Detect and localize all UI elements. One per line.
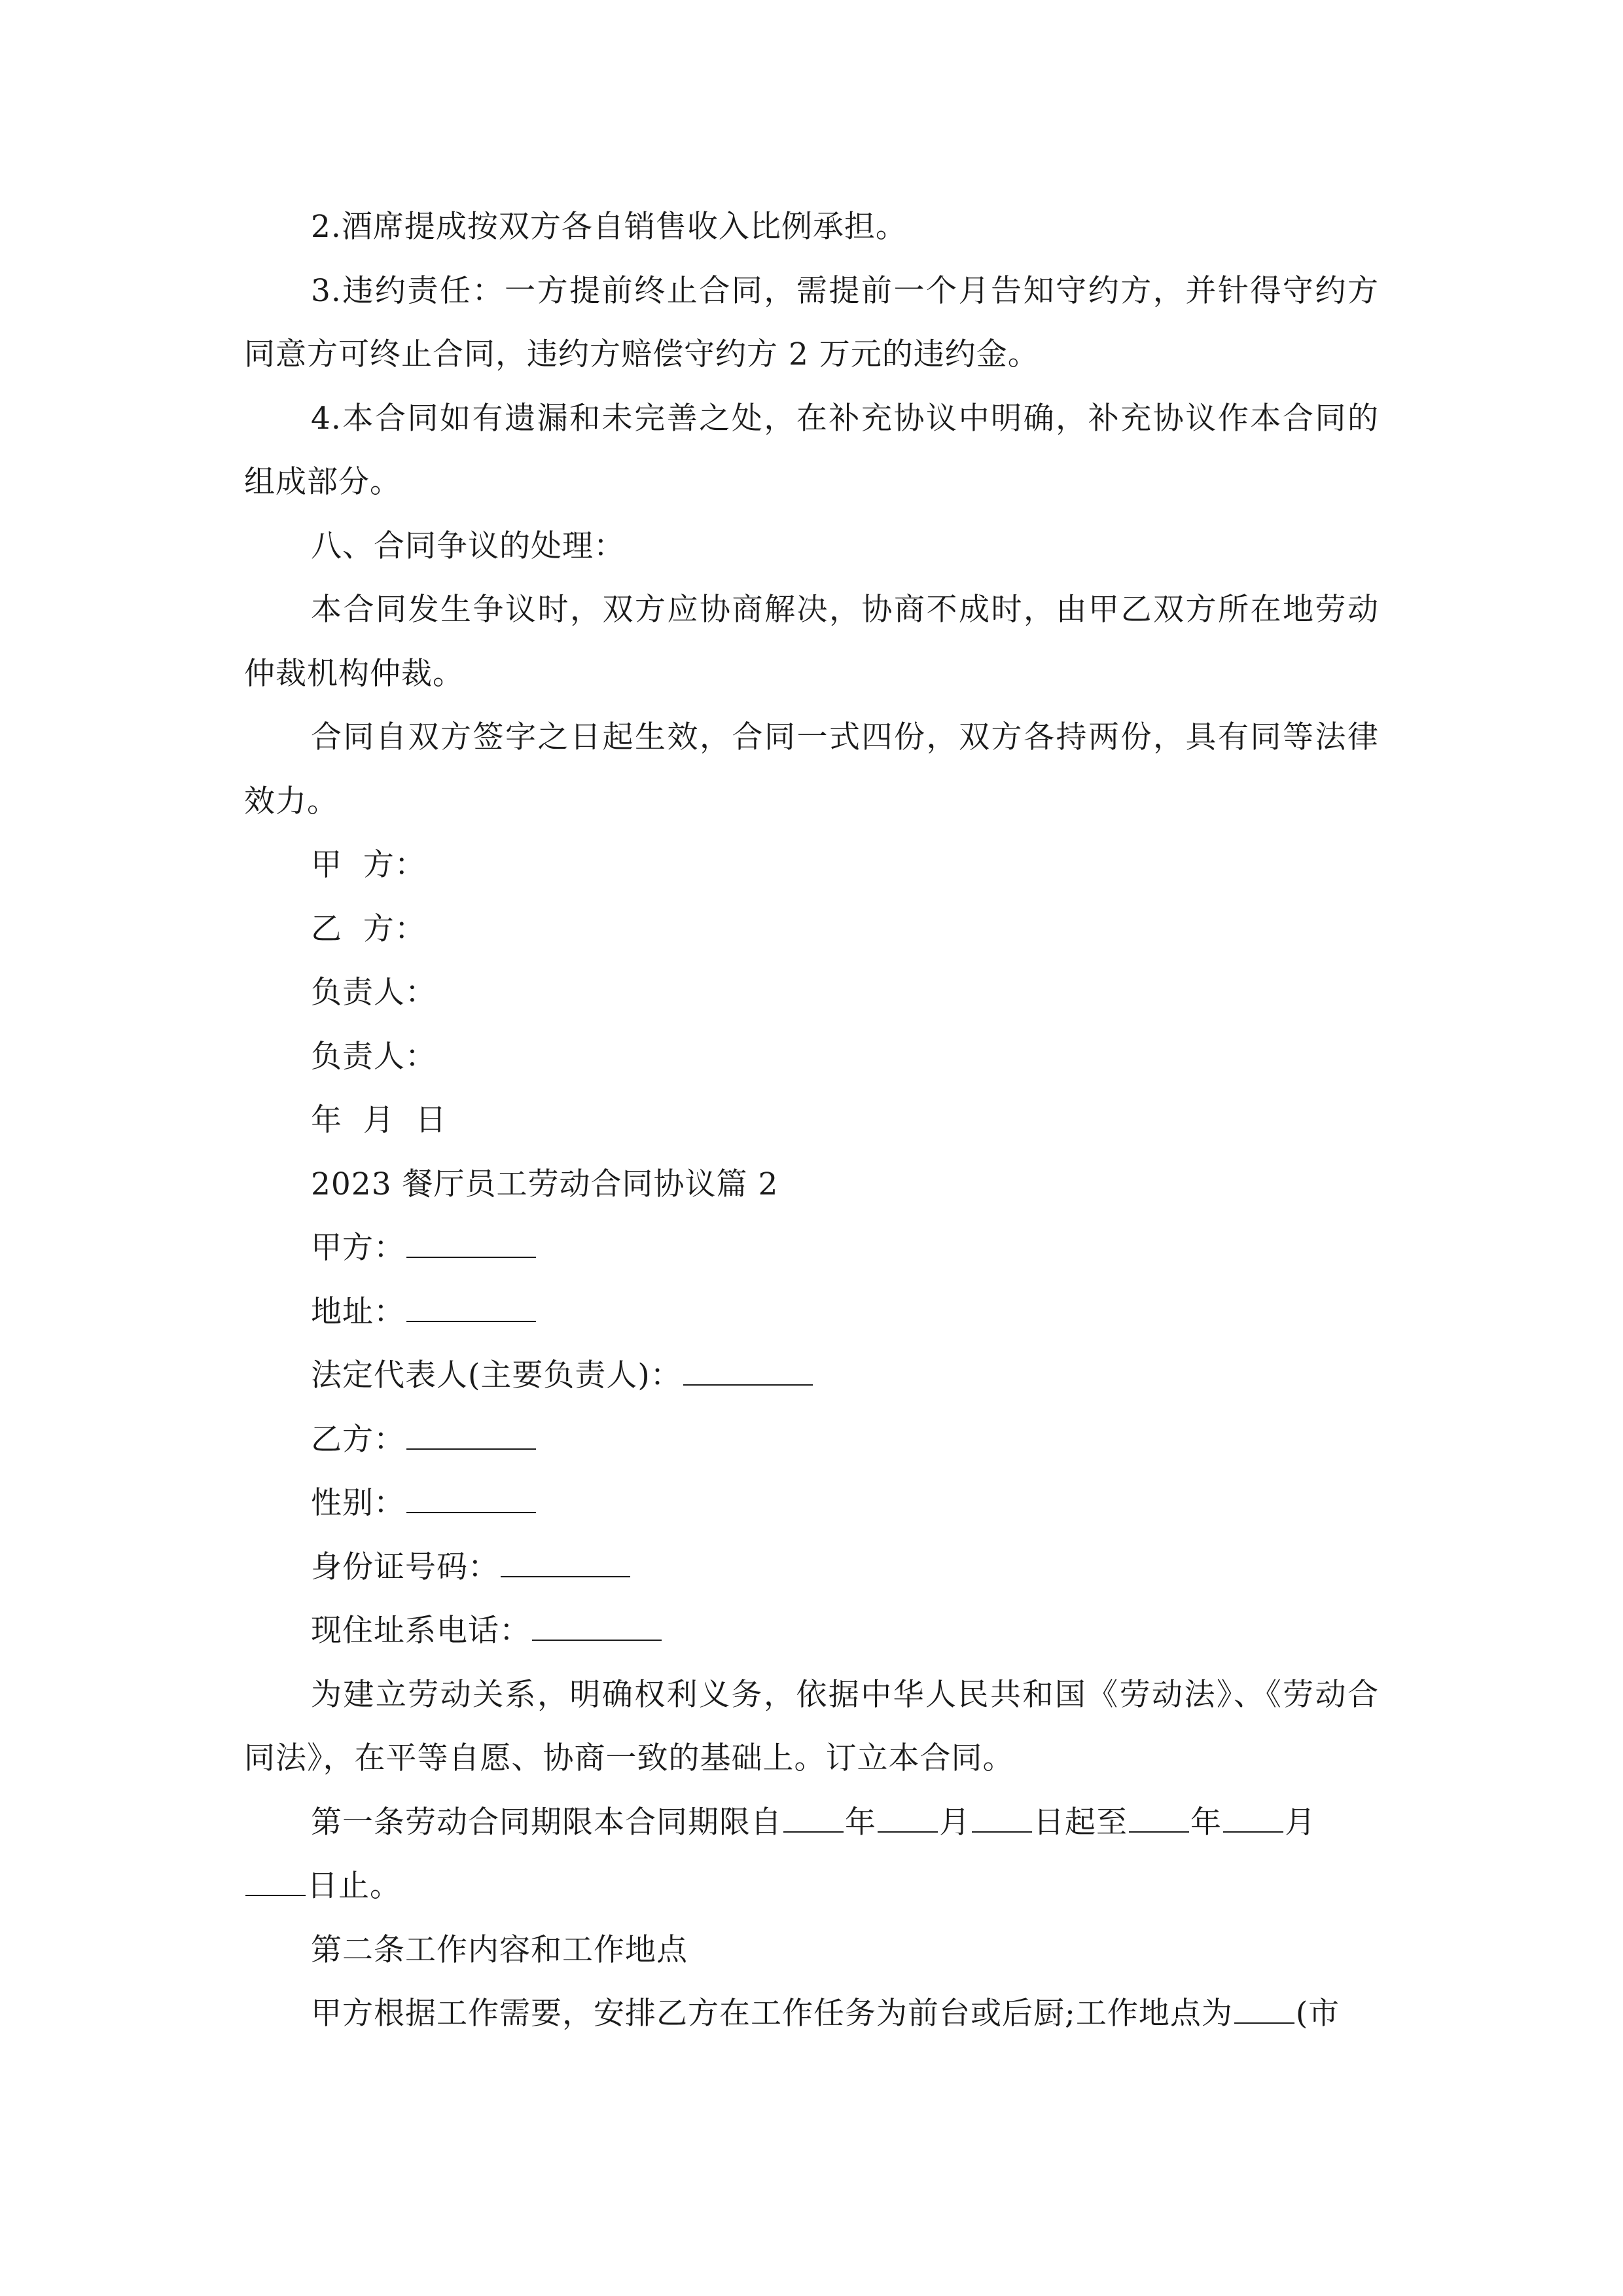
field-party-a <box>311 1229 537 1268</box>
clause-7-3-line-2: 同意方可终止合同，违约方赔偿守约方 2 万元的违约金。 <box>244 336 1039 372</box>
article-1-text: 第一条劳动合同期限本合同期限自 <box>311 1804 782 1840</box>
field-legal-rep-label: 法定代表人(主要负责人)： <box>311 1357 682 1393</box>
field-phone-label: 现住址系电话： <box>311 1613 531 1649</box>
signature-date: 年 月 日 <box>311 1102 447 1138</box>
field-gender <box>311 1484 537 1523</box>
article-2-body-line-1 <box>311 1994 1340 2034</box>
clause-7-3-line-1: 3.违约责任：一方提前终止合同，需提前一个月告知守约方，并针得守约方 <box>311 273 1379 309</box>
field-id-number-label: 身份证号码： <box>311 1549 499 1585</box>
clause-7-2: 2.酒席提成按双方各自销售收入比例承担。 <box>311 209 907 245</box>
signature-responsible-a: 负责人： <box>311 975 437 1011</box>
signature-party-a: 甲 方： <box>311 847 426 883</box>
end-month-blank <box>1223 1829 1283 1833</box>
article-1-end: 日止。 <box>307 1868 401 1904</box>
start-month-blank <box>878 1829 938 1833</box>
field-phone <box>311 1611 663 1651</box>
article-1-month: 月 <box>939 1804 971 1840</box>
article-1-line-2 <box>244 1867 401 1906</box>
field-party-a-label: 甲方： <box>311 1230 405 1266</box>
section-8-heading: 八、合同争议的处理： <box>311 528 625 564</box>
gender-blank <box>406 1509 536 1513</box>
effective-clause-line-2: 效力。 <box>244 783 338 819</box>
article-1-year: 年 <box>845 1804 876 1840</box>
start-year-blank <box>783 1829 844 1833</box>
article-1-month-2: 月 <box>1285 1804 1316 1840</box>
clause-7-4-line-2: 组成部分。 <box>244 464 401 500</box>
signature-responsible-b: 负责人： <box>311 1039 437 1075</box>
party-a-blank <box>406 1254 536 1258</box>
phone-blank <box>532 1637 662 1641</box>
party-b-blank <box>406 1446 536 1450</box>
preamble-line-1: 为建立劳动关系，明确权利义务，依据中华人民共和国《劳动法》、《劳动合 <box>311 1677 1379 1713</box>
section-8-body-line-1: 本合同发生争议时，双方应协商解决，协商不成时，由甲乙双方所在地劳动 <box>311 592 1379 628</box>
article-2-body-end: (市 <box>1295 1996 1340 2032</box>
article-2-body-text: 甲方根据工作需要，安排乙方在工作任务为前台或后厨;工作地点为 <box>311 1996 1233 2032</box>
field-party-b <box>311 1420 537 1460</box>
field-legal-rep <box>311 1356 814 1395</box>
signature-party-b: 乙 方： <box>311 911 426 947</box>
address-blank <box>406 1318 536 1322</box>
work-location-blank <box>1234 2020 1294 2024</box>
article-2-title: 第二条工作内容和工作地点 <box>311 1932 688 1968</box>
article-1-day-from: 日起至 <box>1033 1804 1128 1840</box>
field-address-label: 地址： <box>311 1294 405 1330</box>
field-gender-label: 性别： <box>311 1485 405 1521</box>
section-8-body-line-2: 仲裁机构仲裁。 <box>244 656 464 692</box>
effective-clause-line-1: 合同自双方签字之日起生效，合同一式四份，双方各持两份，具有同等法律 <box>311 719 1379 755</box>
article-1-year-2: 年 <box>1190 1804 1222 1840</box>
field-party-b-label: 乙方： <box>311 1422 405 1458</box>
legal-rep-blank <box>683 1382 813 1386</box>
article-1-line-1 <box>311 1803 1316 1842</box>
end-year-blank <box>1129 1829 1189 1833</box>
field-address <box>311 1293 537 1332</box>
end-day-blank <box>245 1892 306 1896</box>
contract-2-title: 2023 餐厅员工劳动合同协议篇 2 <box>311 1166 779 1202</box>
id-number-blank <box>501 1573 630 1577</box>
start-day-blank <box>972 1829 1032 1833</box>
preamble-line-2: 同法》，在平等自愿、协商一致的基础上。订立本合同。 <box>244 1740 1014 1776</box>
clause-7-4-line-1: 4.本合同如有遗漏和未完善之处，在补充协议中明确，补充协议作本合同的 <box>311 401 1379 437</box>
field-id-number <box>311 1548 632 1587</box>
